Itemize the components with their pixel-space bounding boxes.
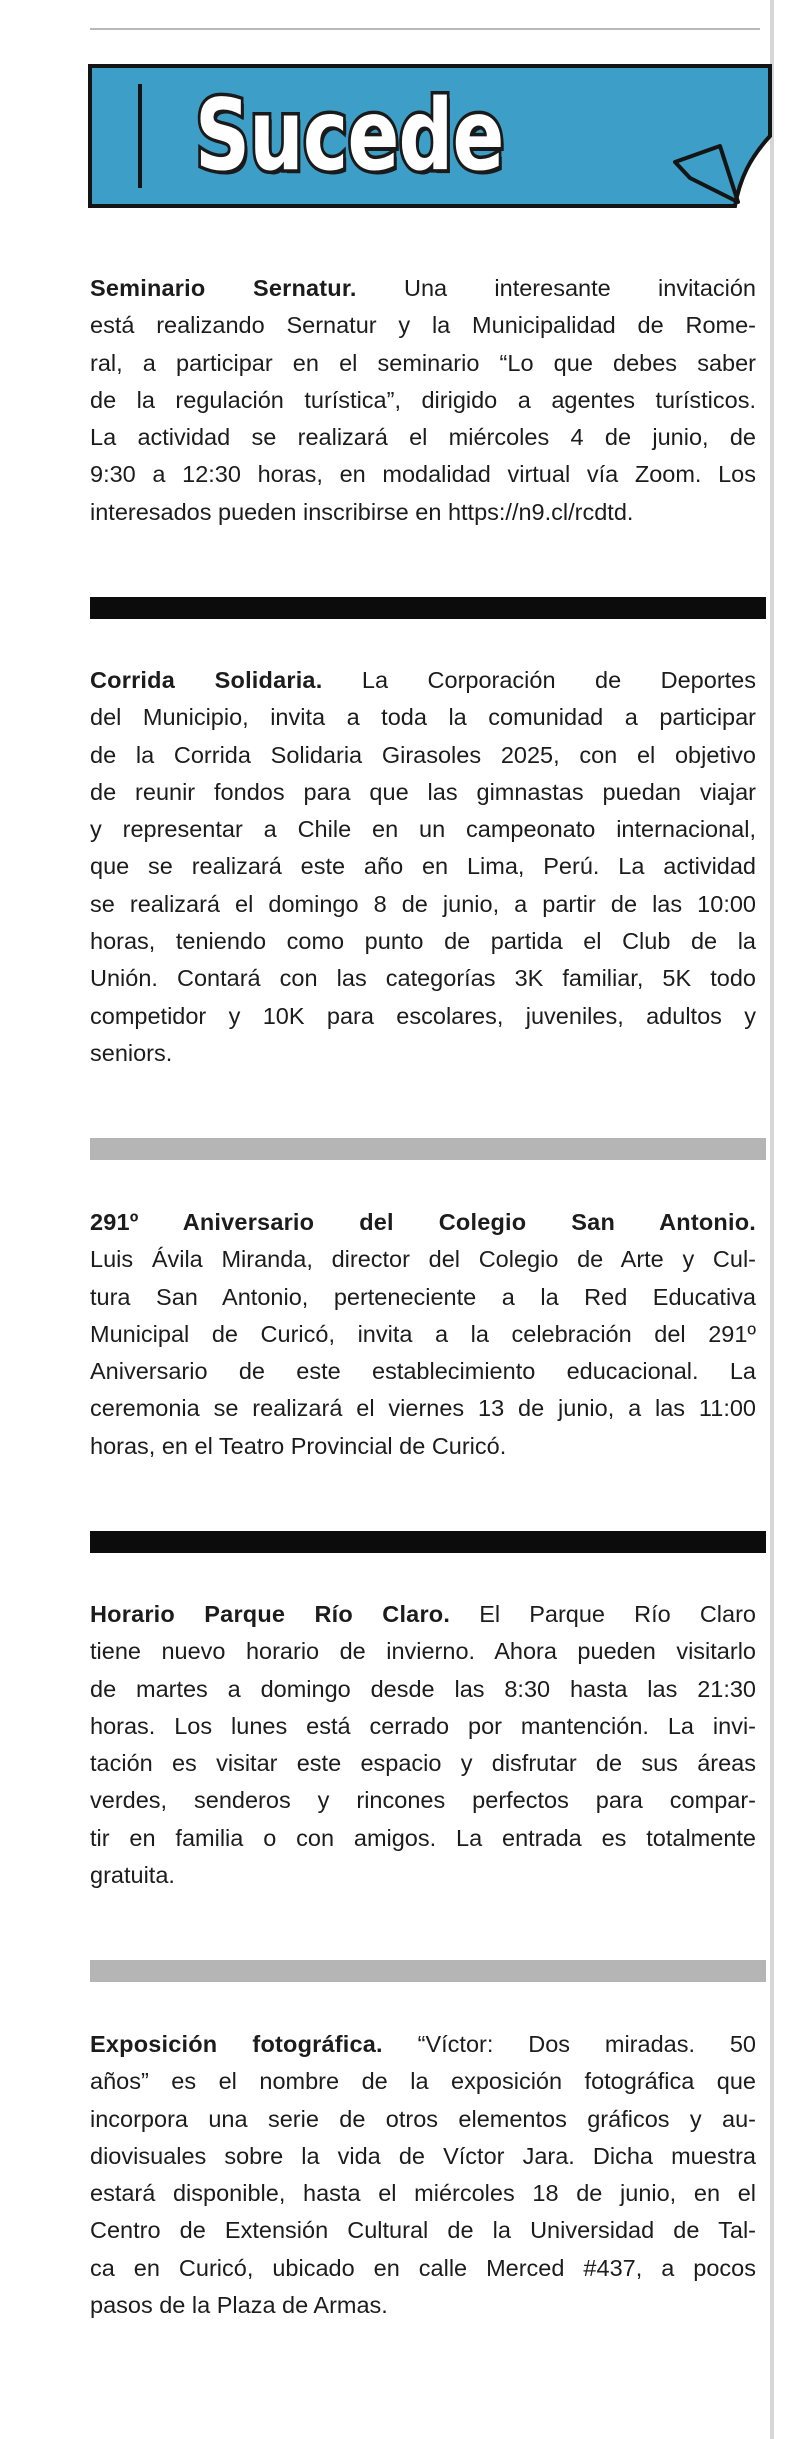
- section-title: Sucede: [195, 79, 504, 193]
- story-text: de reunir fondos para que las gimnastas puedan viajar: [90, 778, 756, 805]
- story-text: está realizando Sernatur y la Municipalidad de Rome-: [90, 312, 756, 339]
- story-text: horas, en el Teatro Provincial de Curicó.: [90, 1432, 507, 1459]
- story-aniversario-colegio: [90, 1204, 756, 1465]
- separator-bar: [90, 597, 766, 619]
- story-text: tura San Antonio, perteneciente a la Red Educativa: [90, 1283, 756, 1310]
- story-text: pasos de la Plaza de Armas.: [90, 2292, 388, 2319]
- story-title: 291º Aniversario del Colegio San Antonio.: [90, 1209, 756, 1235]
- story-text: del Municipio, invita a toda la comunidad a participar: [90, 704, 756, 731]
- story-text: Aniversario de este establecimiento educacional. La: [90, 1358, 756, 1385]
- story-text: incorpora una serie de otros elementos gráficos y au-: [90, 2105, 756, 2132]
- story-text: Una interesante invitación: [356, 275, 756, 301]
- section-banner: [90, 66, 770, 206]
- story-title: Horario Parque Río Claro.: [90, 1601, 451, 1627]
- story-text: ceremonia se realizará el viernes 13 de junio, a las 11:00: [90, 1395, 756, 1422]
- story-text: seniors.: [90, 1039, 173, 1066]
- story-text: 9:30 a 12:30 horas, en modalidad virtual vía Zoom. Los: [90, 461, 756, 488]
- story-text: de martes a domingo desde las 8:30 hasta las 21:30: [90, 1675, 756, 1702]
- story-text: se realizará el domingo 8 de junio, a partir de las 10:00: [90, 890, 756, 917]
- story-title: Exposición fotográfica.: [90, 2031, 383, 2057]
- story-text: “Víctor: Dos miradas. 50: [382, 2031, 756, 2057]
- story-text: diovisuales sobre la vida de Víctor Jara. Dicha muestra: [90, 2142, 756, 2169]
- story-title: Corrida Solidaria.: [90, 667, 323, 693]
- story-exposicion-fotografica: [90, 2026, 756, 2324]
- story-text: y representar a Chile en un campeonato internacional,: [90, 816, 756, 843]
- story-text: horas, teniendo como punto de partida el Club de la: [90, 928, 756, 955]
- separator-bar: [90, 1531, 766, 1553]
- story-text: tir en familia o con amigos. La entrada es totalmente: [90, 1824, 756, 1851]
- story-title: Seminario Sernatur.: [90, 275, 357, 301]
- column-rule: [770, 0, 774, 2439]
- story-text: tiene nuevo horario de invierno. Ahora pueden visitarlo: [90, 1638, 756, 1665]
- story-text: Municipal de Curicó, invita a la celebración del 291º: [90, 1320, 756, 1347]
- story-text: gratuita.: [90, 1862, 175, 1889]
- story-text: Unión. Contará con las categorías 3K familiar, 5K todo: [90, 965, 756, 992]
- story-text: Centro de Extensión Cultural de la Universidad de Tal-: [90, 2217, 756, 2244]
- story-text: Luis Ávila Miranda, director del Colegio de Arte y Cul-: [90, 1246, 756, 1273]
- story-seminario-sernatur: [90, 270, 756, 531]
- separator-bar: [90, 1138, 766, 1160]
- story-text: de la Corrida Solidaria Girasoles 2025, con el objetivo: [90, 741, 756, 768]
- top-rule: [90, 28, 760, 30]
- story-text: La Corporación de Deportes: [322, 667, 756, 693]
- story-text: ca en Curicó, ubicado en calle Merced #437, a pocos: [90, 2254, 756, 2281]
- story-horario-parque: [90, 1596, 756, 1894]
- story-text: verdes, senderos y rincones perfectos para compar-: [90, 1787, 756, 1814]
- story-text: estará disponible, hasta el miércoles 18 de junio, en el: [90, 2180, 756, 2207]
- story-text: interesados pueden inscribirse en https://n9.cl/rcdtd.: [90, 498, 634, 525]
- separator-bar: [90, 1960, 766, 1982]
- story-corrida-solidaria: [90, 662, 756, 1072]
- story-text: competidor y 10K para escolares, juveniles, adultos y: [90, 1002, 756, 1029]
- story-text: La actividad se realizará el miércoles 4 de junio, de: [90, 424, 756, 451]
- story-text: que se realizará este año en Lima, Perú. La actividad: [90, 853, 756, 880]
- story-text: de la regulación turística”, dirigido a agentes turísticos.: [90, 386, 756, 413]
- story-text: El Parque Río Claro: [450, 1601, 756, 1627]
- story-text: horas. Los lunes está cerrado por mantención. La invi-: [90, 1712, 756, 1739]
- story-text: ral, a participar en el seminario “Lo que debes saber: [90, 349, 756, 376]
- story-text: años” es el nombre de la exposición fotográfica que: [90, 2068, 756, 2095]
- story-text: tación es visitar este espacio y disfrutar de sus áreas: [90, 1750, 756, 1777]
